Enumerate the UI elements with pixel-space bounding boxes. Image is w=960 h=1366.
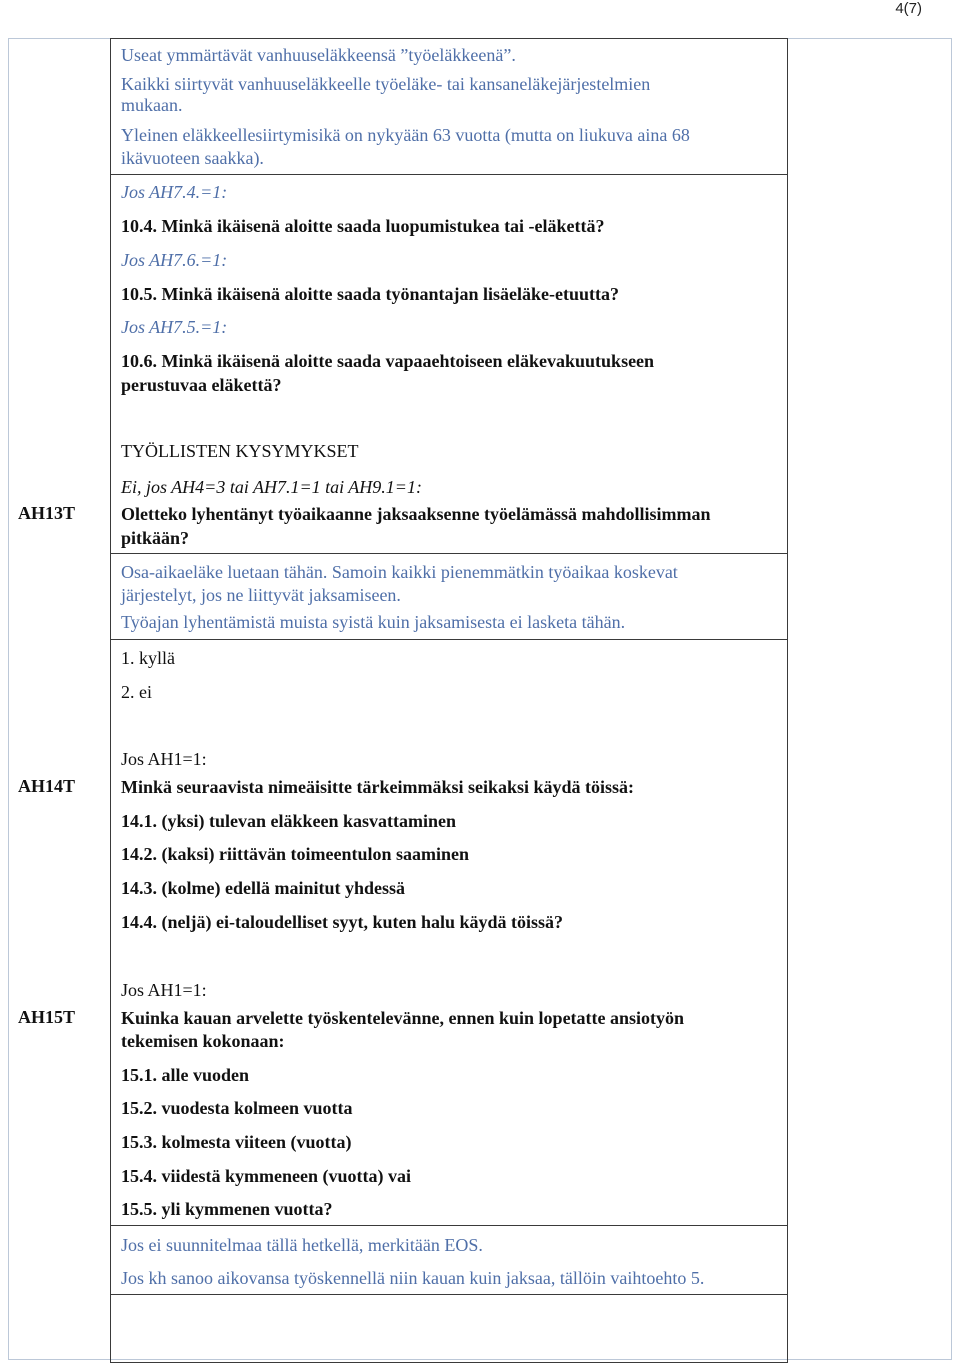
intro-note: mukaan.: [121, 95, 183, 115]
intro-note: ikävuoteen saakka).: [121, 148, 264, 168]
box-left-border: [110, 38, 111, 1362]
question-ah13-cont: pitkään?: [121, 528, 190, 548]
answer-option: 2. ei: [121, 682, 152, 702]
answer-option: 1. kyllä: [121, 648, 175, 668]
answer-option: 15.2. vuodesta kolmeen vuotta: [121, 1098, 353, 1118]
question-10-6-cont: perustuvaa eläkettä?: [121, 375, 282, 395]
answer-option: 15.1. alle vuoden: [121, 1065, 250, 1085]
answer-option: 14.3. (kolme) edellä mainitut yhdessä: [121, 878, 406, 898]
answer-option: 14.1. (yksi) tulevan eläkkeen kasvattaminen: [121, 811, 457, 831]
question-ah15-cont: tekemisen kokonaan:: [121, 1031, 285, 1051]
answer-option: 14.2. (kaksi) riittävän toimeentulon saaminen: [121, 844, 470, 864]
box-right-border: [787, 38, 788, 1362]
question-id: AH14T: [18, 776, 76, 796]
condition-text: Jos AH1=1:: [121, 749, 207, 769]
interviewer-note: järjestelyt, jos ne liittyvät jaksamiseen.: [121, 585, 401, 605]
intro-note: Yleinen eläkkeellesiirtymisikä on nykyään 63 vuotta (mutta on liukuva aina 68: [121, 125, 690, 145]
interviewer-note: Työajan lyhentämistä muista syistä kuin jaksamisesta ei lasketa tähän.: [121, 612, 626, 632]
section-title: TYÖLLISTEN KYSYMYKSET: [121, 441, 359, 461]
box-bottom-border: [110, 1362, 788, 1363]
intro-note: Useat ymmärtävät vanhuuseläkkeensä ”työeläkkeenä”.: [121, 45, 516, 65]
answer-option: 15.3. kolmesta viiteen (vuotta): [121, 1132, 352, 1152]
condition-text: Jos AH7.4.=1:: [121, 182, 228, 202]
box-top-border: [110, 38, 788, 39]
answer-option: 15.5. yli kymmenen vuotta?: [121, 1199, 333, 1219]
condition-text: Jos AH7.6.=1:: [121, 250, 228, 270]
divider: [110, 639, 788, 640]
interviewer-note: Jos kh sanoo aikovansa työskennellä niin kauan kuin jaksaa, tällöin vaihtoehto 5.: [121, 1268, 705, 1288]
answer-option: 15.4. viidestä kymmeneen (vuotta) vai: [121, 1166, 411, 1186]
question-ah13: Oletteko lyhentänyt työaikaanne jaksaaksenne työelämässä mahdollisimman: [121, 504, 711, 524]
condition-text: Jos AH7.5.=1:: [121, 317, 228, 337]
divider: [110, 553, 788, 554]
intro-note: Kaikki siirtyvät vanhuuseläkkeelle työeläke- tai kansaneläkejärjestelmien: [121, 74, 651, 94]
condition-text: Ei, jos AH4=3 tai AH7.1=1 tai AH9.1=1:: [121, 477, 422, 497]
question-ah15: Kuinka kauan arvelette työskentelevänne, ennen kuin lopetatte ansiotyön: [121, 1008, 685, 1028]
question-ah14: Minkä seuraavista nimeäisitte tärkeimmäksi seikaksi käydä töissä:: [121, 777, 635, 797]
question-id: AH15T: [18, 1007, 76, 1027]
divider: [110, 1294, 788, 1295]
divider: [110, 1225, 788, 1226]
question-10-4: 10.4. Minkä ikäisenä aloitte saada luopumistukea tai -eläkettä?: [121, 216, 605, 236]
question-10-5: 10.5. Minkä ikäisenä aloitte saada työnantajan lisäeläke-etuutta?: [121, 284, 620, 304]
divider: [110, 174, 788, 175]
page-number: 4(7): [895, 0, 922, 17]
interviewer-note: Osa-aikaeläke luetaan tähän. Samoin kaikki pienemmätkin työaikaa koskevat: [121, 562, 678, 582]
question-10-6: 10.6. Minkä ikäisenä aloitte saada vapaaehtoiseen eläkevakuutukseen: [121, 351, 655, 371]
question-id: AH13T: [18, 503, 76, 523]
interviewer-note: Jos ei suunnitelmaa tällä hetkellä, merkitään EOS.: [121, 1235, 483, 1255]
condition-text: Jos AH1=1:: [121, 980, 207, 1000]
answer-option: 14.4. (neljä) ei-taloudelliset syyt, kuten halu käydä töissä?: [121, 912, 564, 932]
